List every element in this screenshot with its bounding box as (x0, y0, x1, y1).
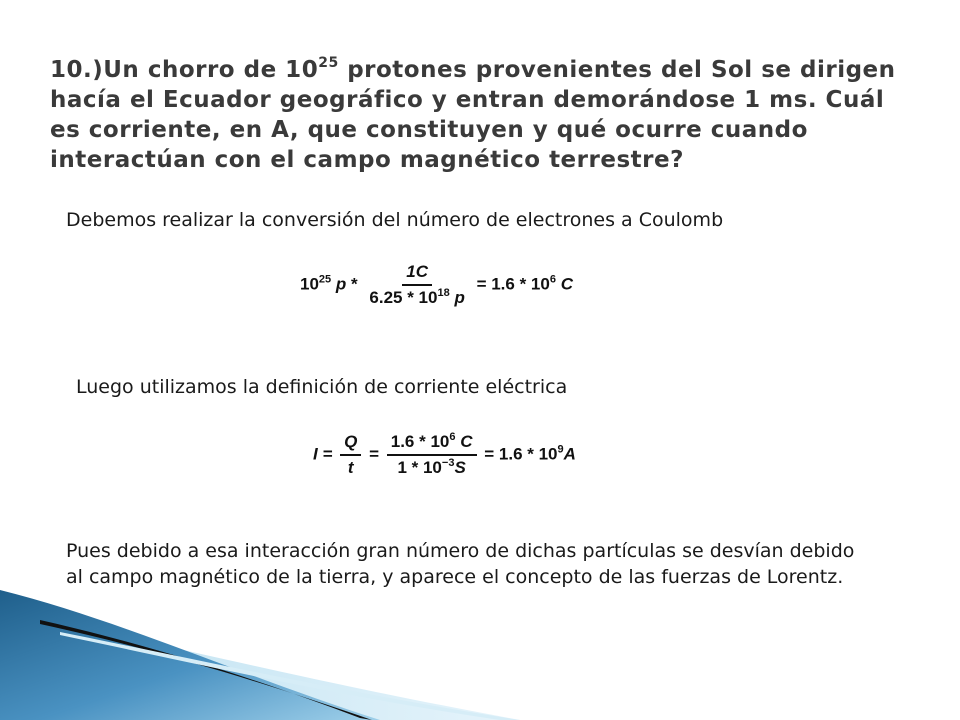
current-equation: I = $\frac{Q}{t}$ = $\frac{1.6 * 10^6 C}{1 * 10^{-3}S}$ = $1.6 * 10^9A$ (313, 431, 576, 477)
charge-over-time-fraction: $\frac{Q}{t}$ (340, 432, 361, 478)
step1-text: Debemos realizar la conversión del número de electrones a Coulomb (66, 209, 724, 231)
numeric-fraction: $\frac{1.6 * 10^6 C}{1 * 10^{-3}S}$ (387, 432, 477, 478)
conclusion-text: Pues debido a esa interacción gran número de dichas partículas se desvían debido al campo magnético de la tierra, y aparece el concepto de las fuerzas de Lorentz. (66, 540, 855, 588)
conversion-fraction: $\frac{1C}{6.25 * 10^{18} p}$ (369, 262, 465, 307)
title-exponent: 25 (318, 55, 339, 71)
slide-title: 10.)Un chorro de $10^{25}$ protones provenientes del Sol se dirigen hacía el Ecuador geográfico y entran demorándose 1 ms. Cuál es corriente, en A, que constituyen y qué ocurre cuando interactúan con el campo magnético terrestre? (50, 55, 896, 173)
slide-decoration (0, 580, 960, 720)
conversion-equation: $10^{25}$ p * $\frac{1C}{6.25 * 10^{18} p}$ = $1.6 * 10^6$ C (300, 262, 573, 307)
step2-text: Luego utilizamos la definición de corriente eléctrica (76, 376, 568, 398)
